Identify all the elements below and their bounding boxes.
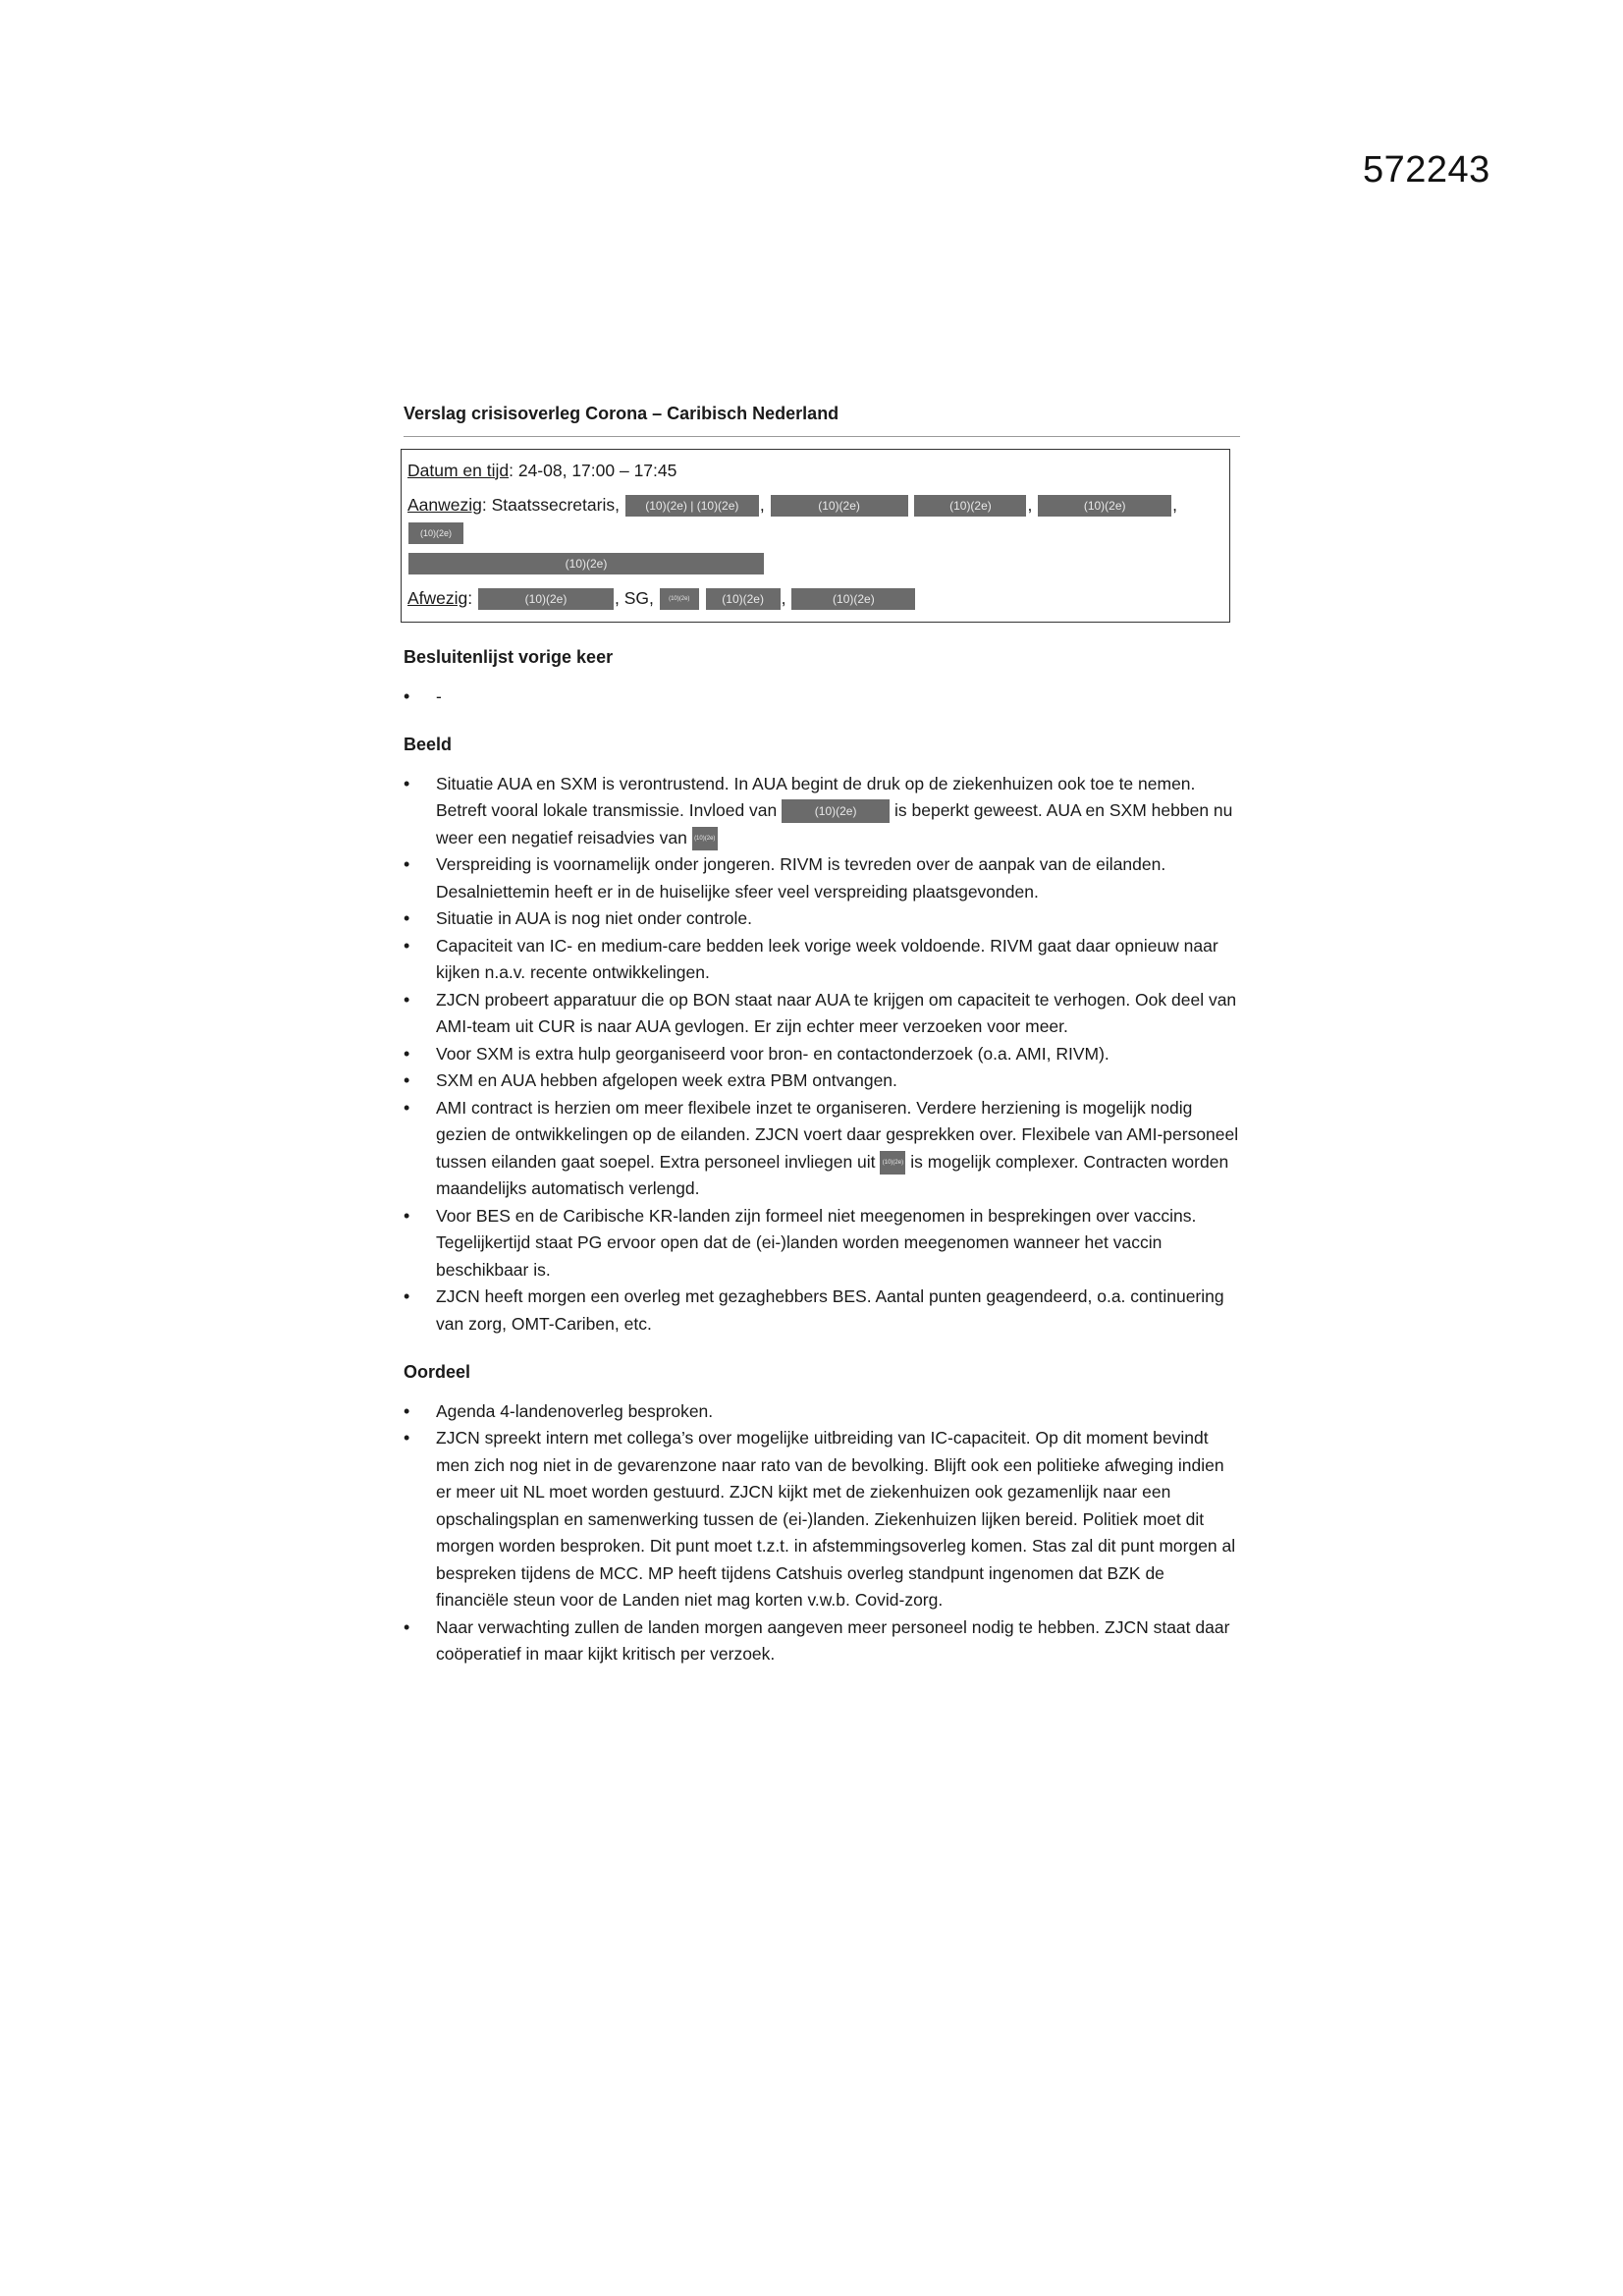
list-item: • Verspreiding is voornamelijk onder jongeren. RIVM is tevreden over de aanpak van de eilanden. Desalniettemin heeft er in de huiselijke sfeer veel verspreiding plaatsgevonden. [404, 851, 1240, 905]
list-item: • Situatie AUA en SXM is verontrustend. In AUA begint de druk op de ziekenhuizen ook toe te nemen. Betreft vooral lokale transmissie. Invloed van (10)(2e) is beperkt geweest. AUA en SXM hebben nu weer een negatief reisadvies van (10)(2e) [404, 771, 1240, 852]
redaction-block: (10)(2e) [478, 588, 614, 610]
list-item: • Capaciteit van IC- en medium-care bedden leek vorige week voldoende. RIVM gaat daar opnieuw naar kijken n.a.v. recente ontwikkelingen. [404, 933, 1240, 987]
list-item: • - [404, 683, 1240, 711]
list-item: • Naar verwachting zullen de landen morgen aangeven meer personeel nodig te hebben. ZJCN staat daar coöperatief in maar kijkt kritisch per verzoek. [404, 1614, 1240, 1668]
list-item: • Situatie in AUA is nog niet onder controle. [404, 905, 1240, 933]
beeld-list [401, 771, 1240, 1339]
section-heading-besluitenlijst: Besluitenlijst vorige keer [404, 647, 614, 667]
redaction-block: (10)(2e) [692, 827, 718, 850]
redaction-block: (10)(2e) [771, 495, 908, 517]
list-item: • AMI contract is herzien om meer flexibele inzet te organiseren. Verdere herziening is mogelijk nodig gezien de ontwikkelingen op de eilanden. ZJCN voert daar gesprekken over. Flexibele van AMI-personeel tussen eilanden gaat soepel. Extra personeel invliegen uit (10)(2e) is mogelijk complexer. Contracten worden maandelijks automatisch verlengd. [404, 1095, 1240, 1203]
redaction-block: (10)(2e) [791, 588, 915, 610]
list-item: • ZJCN heeft morgen een overleg met gezaghebbers BES. Aantal punten geagendeerd, o.a. continuering van zorg, OMT-Cariben, etc. [404, 1284, 1240, 1338]
present-prefix: : Staatssecretaris, [481, 495, 620, 515]
list-item: • ZJCN spreekt intern met collega’s over mogelijke uitbreiding van IC-capaciteit. Op dit moment bevindt men zich nog niet in de gevarenzone naar rato van de bevolking. Blijft ook een politieke afweging indien er meer uit NL moet worden gestuurd. ZJCN kijkt met de ziekenhuizen ook gezamenlijk naar een opschalingsplan en samenwerking tussen de (ei-)landen. Ziekenhuizen lijken bereid. Politiek moet dit morgen worden besproken. Dit punt moet t.z.t. in afstemmingsoverleg komen. Stas zal dit punt morgen al bespreken tijdens de MCC. MP heeft tijdens Catshuis overleg standpunt ingenomen dat BZK de financiële steun voor de Landen niet mag korten v.w.b. Covid-zorg. [404, 1425, 1240, 1614]
oordeel-list [401, 1398, 1240, 1668]
meeting-info-box [401, 449, 1230, 624]
list-item: • SXM en AUA hebben afgelopen week extra PBM ontvangen. [404, 1067, 1240, 1095]
sg-text: , SG, [615, 587, 654, 608]
document-title: Verslag crisisoverleg Corona – Caribisch Nederland [404, 401, 1240, 437]
present-row: Aanwezig: Staatssecretaris, (10)(2e) | (10)(2e) , (10)(2e) (10)(2e) , (10)(2e) , (10)(2e) (10)(2e) [407, 492, 1223, 577]
redaction-block: (10)(2e) [408, 553, 764, 574]
absent-label: Afwezig [407, 587, 468, 608]
date-row [407, 458, 1223, 485]
present-label: Aanwezig [407, 495, 482, 515]
document-number: 572243 [1363, 149, 1490, 191]
redaction-block: (10)(2e) [660, 588, 699, 610]
redaction-block: (10)(2e) [1038, 495, 1171, 517]
list-item: • ZJCN probeert apparatuur die op BON staat naar AUA te krijgen om capaciteit te verhogen. Ook deel van AMI-team uit CUR is naar AUA gevlogen. Er zijn echter meer verzoeken voor meer. [404, 987, 1240, 1041]
absent-row: Afwezig: (10)(2e) , SG, (10)(2e) (10)(2e) , (10)(2e) [407, 585, 1223, 613]
redaction-block: (10)(2e) [880, 1151, 905, 1175]
redaction-block: (10)(2e) [706, 588, 781, 610]
redaction-block: (10)(2e) [914, 495, 1026, 517]
redaction-block: (10)(2e) | (10)(2e) [625, 495, 759, 517]
date-value: : 24-08, 17:00 – 17:45 [509, 460, 677, 480]
list-item: • Agenda 4-landenoverleg besproken. [404, 1398, 1240, 1426]
section-heading-beeld: Beeld [404, 735, 453, 754]
besluitenlijst-list [401, 683, 1240, 711]
section-heading-oordeel: Oordeel [404, 1362, 471, 1382]
redaction-block: (10)(2e) [408, 522, 463, 544]
list-item: • Voor BES en de Caribische KR-landen zijn formeel niet meegenomen in besprekingen over vaccins. Tegelijkertijd staat PG ervoor open dat de (ei-)landen worden meegenomen wanneer het vaccin beschikbaar is. [404, 1203, 1240, 1285]
date-label: Datum en tijd [407, 460, 510, 480]
document-body [401, 401, 1240, 1668]
list-item: • Voor SXM is extra hulp georganiseerd voor bron- en contactonderzoek (o.a. AMI, RIVM). [404, 1041, 1240, 1068]
redaction-block: (10)(2e) [782, 799, 890, 823]
